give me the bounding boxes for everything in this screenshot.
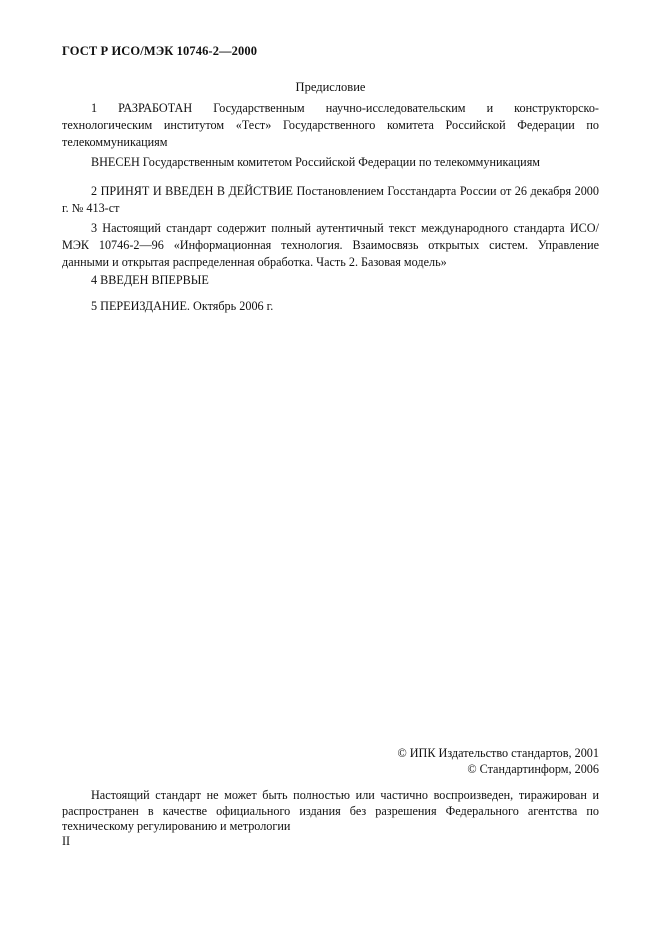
foreword-title: Предисловие [295,80,366,94]
foreword-item-text: 1 РАЗРАБОТАН Государственным научно-исследовательским и конструкторско-технологическим институтом «Тест» Государственного комитета Российской Федерации по телекоммуникациям [62,101,599,149]
foreword-item-text: 2 ПРИНЯТ И ВВЕДЕН В ДЕЙСТВИЕ Постановлением Госстандарта России от 26 декабря 2000 г. № 413-ст [62,184,599,215]
foreword-item-developed [62,100,599,151]
reproduction-notice [62,788,599,835]
foreword-item-adopted [62,183,599,217]
standard-code-header: ГОСТ Р ИСО/МЭК 10746-2—2000 [62,44,258,58]
foreword-item-content [62,220,599,271]
foreword-item-text: 3 Настоящий стандарт содержит полный аутентичный текст международного стандарта ИСО/МЭК 10746-2—96 «Информационная технология. Взаимосвязь открытых систем. Управление данными и открытая распределенная обработка. Часть 2. Базовая модель» [62,221,599,269]
page-number: II [62,834,71,848]
foreword-item-first-introduced: 4 ВВЕДЕН ВПЕРВЫЕ [91,273,209,287]
foreword-item-introduced-by: ВНЕСЕН Государственным комитетом Российской Федерации по телекоммуникациям [91,155,541,169]
reproduction-notice-text: Настоящий стандарт не может быть полностью или частично воспроизведен, тиражирован и распространен в качестве официального издания без разрешения Федерального агентства по техническому регулированию и метрологии [62,788,599,833]
foreword-item-reissue: 5 ПЕРЕИЗДАНИЕ. Октябрь 2006 г. [91,299,274,313]
copyright-line-publisher: © ИПК Издательство стандартов, 2001 [397,746,599,760]
copyright-line-standartinform: © Стандартинформ, 2006 [467,762,599,776]
